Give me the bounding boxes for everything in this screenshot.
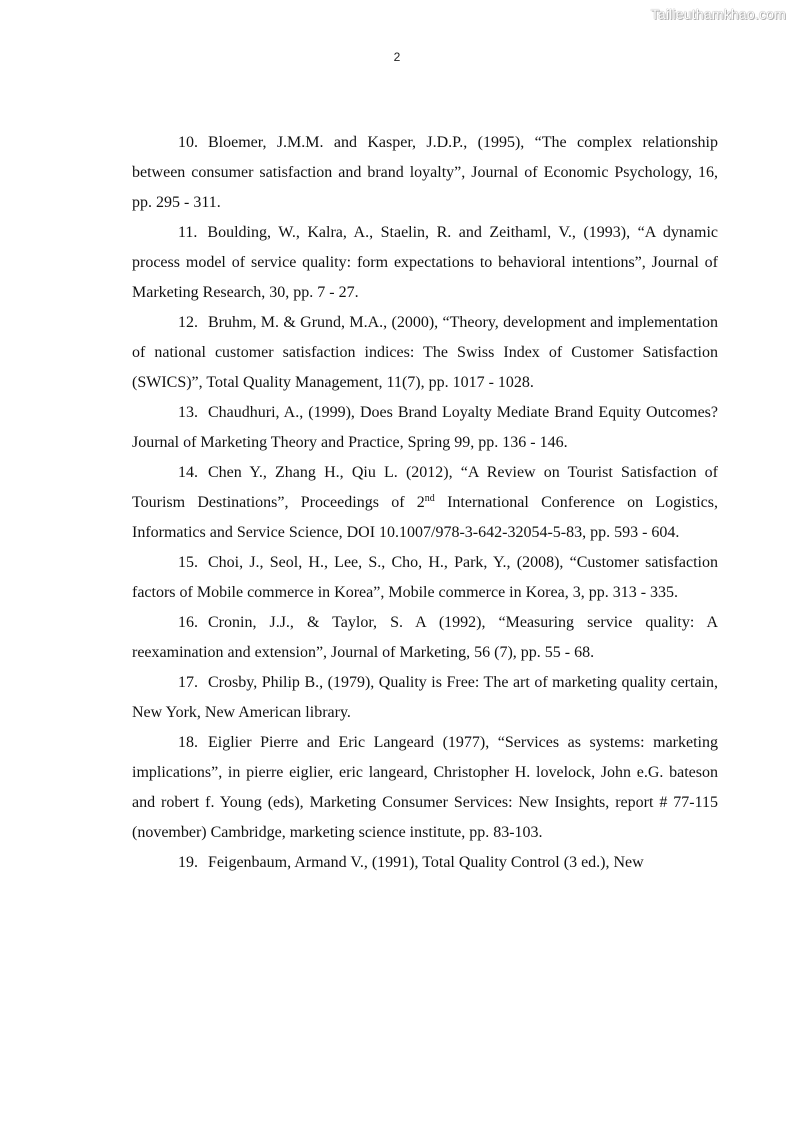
reference-list <box>132 128 718 878</box>
watermark: Tailieuthamkhao.com <box>650 6 786 22</box>
reference-number: 19. <box>178 854 198 871</box>
reference-text: Eiglier Pierre and Eric Langeard (1977), “Services as systems: marketing implications”, in pierre eiglier, eric langeard, Christopher H. lovelock, John e.G. bateson and robert f. Young (eds), Marketing Consumer Services: New Insights, report # 77-115 (november) Cambridge, marketing science institute, pp. 83-103. <box>132 734 718 841</box>
reference-number: 11. <box>178 224 198 241</box>
reference-item <box>132 218 718 308</box>
page-number: 2 <box>393 50 401 64</box>
reference-item <box>132 608 718 668</box>
reference-item <box>132 398 718 458</box>
reference-number: 12. <box>178 314 198 331</box>
reference-number: 15. <box>178 554 198 571</box>
reference-item <box>132 128 718 218</box>
reference-text: Cronin, J.J., & Taylor, S. A (1992), “Measuring service quality: A reexamination and extension”, Journal of Marketing, 56 (7), pp. 55 - 68. <box>132 614 718 661</box>
reference-item <box>132 728 718 848</box>
reference-item <box>132 668 718 728</box>
reference-text: Boulding, W., Kalra, A., Staelin, R. and Zeithaml, V., (1993), “A dynamic process model of service quality: form expectations to behavioral intentions”, Journal of Marketing Research, 30, pp. 7 - 27. <box>132 224 718 301</box>
reference-text: Chen Y., Zhang H., Qiu L. (2012), “A Review on Tourist Satisfaction of Tourism Destinations”, Proceedings of 2 <box>132 464 718 511</box>
reference-text-continued: International Conference on Logistics, Informatics and Service Science, DOI 10.1007/978-3-642-32054-5-83, pp. 593 - 604. <box>132 494 718 541</box>
reference-text: Bruhm, M. & Grund, M.A., (2000), “Theory, development and implementation of national customer satisfaction indices: The Swiss Index of Customer Satisfaction (SWICS)”, Total Quality Management, 11(7), pp. 1017 - 1028. <box>132 314 718 391</box>
reference-number: 10. <box>178 134 198 151</box>
ordinal-superscript: nd <box>424 493 435 504</box>
reference-number: 16. <box>178 614 198 631</box>
reference-text: Chaudhuri, A., (1999), Does Brand Loyalty Mediate Brand Equity Outcomes? Journal of Marketing Theory and Practice, Spring 99, pp. 136 - 146. <box>132 404 718 451</box>
reference-number: 17. <box>178 674 198 691</box>
reference-text: Bloemer, J.M.M. and Kasper, J.D.P., (1995), “The complex relationship between consumer satisfaction and brand loyalty”, Journal of Economic Psychology, 16, pp. 295 - 311. <box>132 134 718 211</box>
reference-item <box>132 548 718 608</box>
reference-number: 14. <box>178 464 198 481</box>
reference-text: Choi, J., Seol, H., Lee, S., Cho, H., Park, Y., (2008), “Customer satisfaction factors of Mobile commerce in Korea”, Mobile commerce in Korea, 3, pp. 313 - 335. <box>132 554 718 601</box>
reference-number: 13. <box>178 404 198 421</box>
reference-text: Crosby, Philip B., (1979), Quality is Free: The art of marketing quality certain, New York, New American library. <box>132 674 718 721</box>
reference-text: Feigenbaum, Armand V., (1991), Total Quality Control (3 ed.), New <box>208 854 644 871</box>
reference-item <box>132 848 718 878</box>
reference-number: 18. <box>178 734 198 751</box>
reference-item <box>132 308 718 398</box>
reference-item <box>132 458 718 548</box>
